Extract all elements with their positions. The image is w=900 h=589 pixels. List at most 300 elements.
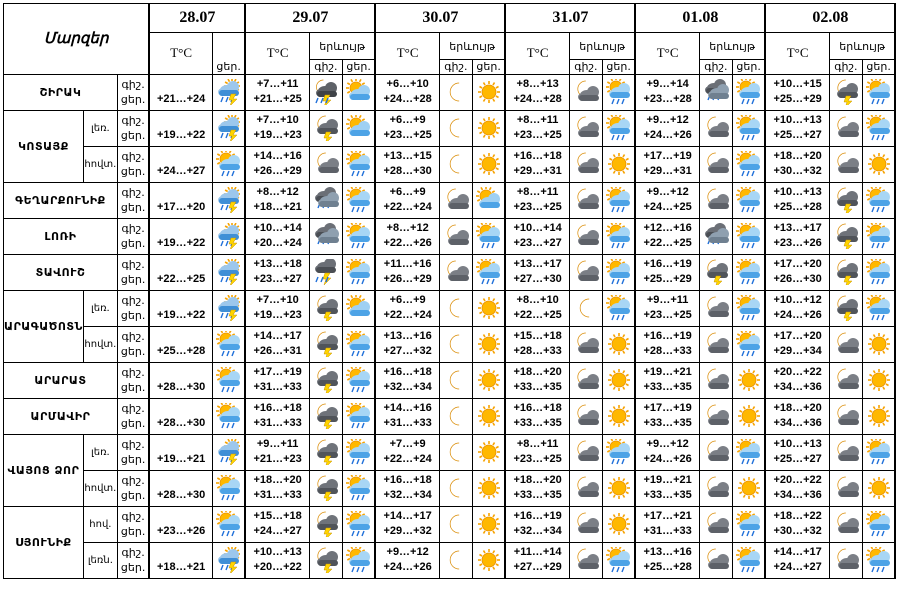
sun-icon — [602, 326, 635, 362]
day-temp: +28…+30 — [156, 416, 206, 429]
sun-rain-icon — [342, 434, 375, 470]
night-label: գիշ. — [121, 78, 145, 91]
night-temp: +18…+20 — [253, 474, 302, 486]
sun-rain-icon — [602, 218, 635, 254]
sun-cloud-icon — [342, 74, 375, 110]
day-temp: +29…+31 — [513, 165, 562, 177]
moon-icon — [439, 506, 472, 542]
day-header: 30.07 — [375, 4, 505, 33]
table-row — [4, 146, 896, 182]
table-row — [4, 506, 896, 542]
day-temp: +33…+35 — [643, 417, 692, 429]
day-temp: +21…+24 — [156, 92, 206, 105]
rain-cloud-icon — [212, 290, 245, 326]
moon-icon — [569, 290, 602, 326]
weather-column-label: երևույթ — [439, 33, 505, 60]
temperature-cell — [149, 182, 212, 218]
night-temp: +16…+18 — [383, 474, 432, 486]
day-temp: +33…+35 — [513, 381, 562, 393]
moon-cloud-icon — [699, 434, 732, 470]
moon-cloud-icon — [699, 398, 732, 434]
night-temp: +16…+18 — [383, 366, 432, 378]
zone-label: հով. — [83, 506, 117, 542]
night-temp: +16…+19 — [513, 510, 562, 522]
sun-rain-icon — [862, 542, 895, 578]
moon-thunderstorm-icon — [699, 254, 732, 290]
day-temp: +24…+26 — [383, 561, 432, 573]
weather-column-label: երևույթ — [569, 33, 635, 60]
day-label: ցեր. — [120, 273, 146, 286]
day-temp: +33…+35 — [513, 417, 562, 429]
sun-icon — [472, 542, 505, 578]
moon-cloud-icon — [829, 110, 862, 146]
moon-cloud-icon — [569, 218, 602, 254]
temperature-cell — [375, 182, 439, 218]
day-temp: +22…+24 — [383, 453, 432, 465]
moon-thunderstorm-icon — [829, 290, 862, 326]
table-row — [4, 74, 896, 110]
day-night-labels — [117, 254, 149, 290]
moon-cloud-icon — [699, 182, 732, 218]
night-temp: +13…+16 — [383, 330, 432, 342]
day-night-labels — [117, 470, 149, 506]
day-temp: +17…+20 — [156, 200, 206, 213]
night-temp: +8…+11 — [516, 438, 559, 450]
moon-icon — [439, 74, 472, 110]
night-temp: +14…+17 — [773, 546, 822, 558]
night-label: գիշ. — [121, 330, 145, 343]
moon-thunderstorm-icon — [309, 542, 342, 578]
night-label: գիշ. — [121, 294, 145, 307]
sun-rain-icon — [342, 182, 375, 218]
night-label: գիշ. — [121, 186, 145, 199]
temperature-cell — [765, 542, 829, 578]
temperature-cell — [505, 146, 569, 182]
night-temp: +10…+14 — [253, 222, 302, 234]
moon-icon — [439, 326, 472, 362]
day-temp: +22…+24 — [383, 201, 432, 213]
moon-icon — [439, 290, 472, 326]
day-label: ցեր. — [342, 60, 375, 75]
night-temp: +8…+11 — [516, 186, 559, 198]
temperature-cell — [149, 434, 212, 470]
temperature-cell — [375, 434, 439, 470]
day-temp: +22…+25 — [643, 237, 692, 249]
moon-cloud-icon — [699, 470, 732, 506]
night-temp: +6…+10 — [386, 78, 429, 90]
day-night-labels — [117, 506, 149, 542]
moon-thunderstorm-icon — [309, 506, 342, 542]
day-temp: +28…+33 — [643, 345, 692, 357]
day-temp: +25…+27 — [773, 453, 822, 465]
night-label: գիշ. — [121, 510, 145, 523]
sun-cloud-icon — [472, 182, 505, 218]
day-temp: +22…+25 — [513, 309, 562, 321]
sun-icon — [602, 146, 635, 182]
night-temp: +8…+12 — [386, 222, 429, 234]
moon-cloud-icon — [699, 506, 732, 542]
temperature-cell — [149, 218, 212, 254]
sun-rain-icon — [602, 434, 635, 470]
moon-cloud-icon — [829, 542, 862, 578]
sun-rain-icon — [732, 434, 765, 470]
moon-thunderstorm-icon — [829, 218, 862, 254]
day-temp: +31…+33 — [253, 489, 302, 501]
day-label: ցեր. — [120, 165, 146, 178]
sun-rain-icon — [732, 182, 765, 218]
night-temp: +18…+20 — [773, 150, 822, 162]
table-row — [4, 110, 896, 146]
moon-cloud-icon — [569, 254, 602, 290]
night-label: գիշ. — [121, 474, 145, 487]
table-row — [4, 398, 896, 434]
moon-cloud-icon — [699, 542, 732, 578]
day-label: ցեր. — [120, 201, 146, 214]
day-label: ցեր. — [120, 453, 146, 466]
moon-cloud-icon — [829, 434, 862, 470]
day-temp: +24…+26 — [643, 453, 692, 465]
temperature-cell — [149, 146, 212, 182]
night-temp: +14…+17 — [253, 330, 302, 342]
weather-column-label: երևույթ — [699, 33, 765, 60]
temperature-cell — [375, 290, 439, 326]
night-temp: +10…+13 — [773, 438, 822, 450]
temperature-cell — [375, 326, 439, 362]
sun-rain-icon — [212, 326, 245, 362]
sun-rain-icon — [342, 470, 375, 506]
day-temp: +33…+35 — [643, 381, 692, 393]
moon-icon — [439, 110, 472, 146]
night-label: գիշ. — [121, 150, 145, 163]
region-name: ԿՈՏԱՅՔ — [4, 110, 84, 182]
day-temp: +26…+30 — [773, 273, 822, 285]
region-name: ԼՈՌԻ — [4, 218, 118, 254]
sun-icon — [472, 74, 505, 110]
temperature-cell — [149, 254, 212, 290]
temperature-cell — [245, 398, 309, 434]
sun-rain-icon — [862, 182, 895, 218]
day-temp: +23…+25 — [513, 453, 562, 465]
moon-cloud-icon — [699, 362, 732, 398]
temp-column-label: T°C — [505, 33, 569, 75]
sun-rain-icon — [472, 218, 505, 254]
temperature-cell — [505, 506, 569, 542]
table-row — [4, 254, 896, 290]
day-temp: +25…+29 — [643, 273, 692, 285]
sun-icon — [602, 362, 635, 398]
sun-rain-icon — [212, 506, 245, 542]
moon-cloud-icon — [569, 110, 602, 146]
day-night-labels — [117, 542, 149, 578]
temperature-cell — [765, 182, 829, 218]
temperature-cell — [245, 542, 309, 578]
day-temp: +30…+32 — [773, 525, 822, 537]
day-label: ցեր. — [862, 60, 895, 75]
temperature-cell — [635, 362, 699, 398]
night-temp: +9…+12 — [646, 186, 689, 198]
sun-rain-icon — [212, 146, 245, 182]
day-label: ցեր. — [120, 381, 146, 394]
night-temp: +13…+17 — [773, 222, 822, 234]
sun-rain-icon — [862, 218, 895, 254]
day-night-labels — [117, 398, 149, 434]
temperature-cell — [505, 398, 569, 434]
sun-rain-icon — [342, 218, 375, 254]
moon-thunderstorm-icon — [309, 434, 342, 470]
night-temp: +13…+18 — [253, 258, 302, 270]
rain-cloud-icon — [212, 542, 245, 578]
temperature-cell — [245, 218, 309, 254]
day-temp: +30…+32 — [773, 165, 822, 177]
temperature-cell — [245, 506, 309, 542]
night-temp: +13…+15 — [383, 150, 432, 162]
temperature-cell — [375, 146, 439, 182]
temperature-cell — [635, 146, 699, 182]
night-temp: +8…+11 — [516, 114, 559, 126]
moon-icon — [439, 470, 472, 506]
moon-icon — [439, 146, 472, 182]
night-label: գիշ. — [121, 114, 145, 127]
zone-label: լեռ. — [83, 110, 117, 146]
region-name: ԱՐՄԱՎԻՐ — [4, 398, 118, 434]
night-temp: +8…+10 — [516, 294, 559, 306]
moon-cloud-icon — [699, 146, 732, 182]
day-temp: +23…+27 — [513, 237, 562, 249]
zone-label: հովտ. — [83, 146, 117, 182]
sun-icon — [472, 110, 505, 146]
sun-rain-icon — [602, 542, 635, 578]
sun-icon — [472, 326, 505, 362]
sun-rain-icon — [732, 110, 765, 146]
sun-icon — [732, 470, 765, 506]
temperature-cell — [375, 218, 439, 254]
sun-rain-icon — [732, 326, 765, 362]
day-temp: +21…+25 — [253, 93, 302, 105]
temperature-cell — [375, 74, 439, 110]
night-temp: +7…+10 — [256, 114, 299, 126]
temperature-cell — [245, 326, 309, 362]
sun-rain-icon — [342, 506, 375, 542]
day-night-labels — [117, 146, 149, 182]
sun-rain-icon — [342, 542, 375, 578]
day-label: ցեր. — [472, 60, 505, 75]
moon-thunderstorm-icon — [829, 74, 862, 110]
day-temp: +24…+28 — [513, 93, 562, 105]
day-label: ցեր. — [732, 60, 765, 75]
moon-cloud-icon — [439, 254, 472, 290]
moon-cloud-icon — [439, 218, 472, 254]
night-label: գիշ. — [699, 60, 732, 75]
day-temp: +31…+33 — [383, 417, 432, 429]
forecast-table — [3, 3, 896, 579]
weather-column-label — [212, 33, 245, 60]
table-row — [4, 470, 896, 506]
sun-rain-icon — [862, 290, 895, 326]
night-temp: +18…+20 — [513, 366, 562, 378]
night-temp: +7…+9 — [389, 438, 426, 450]
temperature-cell — [505, 218, 569, 254]
day-temp: +24…+27 — [253, 525, 302, 537]
day-temp: +21…+23 — [253, 453, 302, 465]
temperature-cell — [765, 326, 829, 362]
temperature-cell — [765, 470, 829, 506]
table-row — [4, 218, 896, 254]
temperature-cell — [505, 110, 569, 146]
day-night-labels — [117, 326, 149, 362]
temperature-cell — [635, 218, 699, 254]
day-night-labels — [117, 74, 149, 110]
region-name: ՇԻՐԱԿ — [4, 74, 118, 110]
temperature-cell — [375, 470, 439, 506]
temperature-cell — [765, 218, 829, 254]
cloud-rain-icon — [699, 218, 732, 254]
night-temp: +8…+12 — [256, 186, 299, 198]
temperature-cell — [635, 290, 699, 326]
temperature-cell — [635, 254, 699, 290]
night-temp: +8…+13 — [516, 78, 559, 90]
temp-column-label: T°C — [245, 33, 309, 75]
sun-rain-icon — [862, 506, 895, 542]
moon-thunderstorm-icon — [829, 254, 862, 290]
moon-cloud-icon — [829, 398, 862, 434]
temperature-cell — [635, 326, 699, 362]
moon-cloud-icon — [569, 542, 602, 578]
sun-icon — [862, 146, 895, 182]
sun-rain-icon — [602, 74, 635, 110]
moon-icon — [439, 434, 472, 470]
temperature-cell — [375, 254, 439, 290]
day-night-labels — [117, 290, 149, 326]
day-temp: +20…+22 — [253, 561, 302, 573]
day-temp: +25…+28 — [156, 344, 206, 357]
sun-icon — [602, 506, 635, 542]
day-temp: +31…+33 — [253, 417, 302, 429]
sun-cloud-icon — [342, 110, 375, 146]
moon-thunderstorm-icon — [309, 110, 342, 146]
night-label: գիշ. — [121, 546, 145, 559]
temperature-cell — [635, 182, 699, 218]
temperature-cell — [765, 254, 829, 290]
temp-column-label: T°C — [765, 33, 829, 75]
day-temp: +28…+30 — [156, 488, 206, 501]
moon-thunderstorm-icon — [829, 182, 862, 218]
temperature-cell — [765, 110, 829, 146]
sun-icon — [602, 398, 635, 434]
sun-rain-icon — [342, 398, 375, 434]
day-temp: +24…+27 — [156, 164, 206, 177]
night-temp: +18…+20 — [513, 474, 562, 486]
sun-rain-icon — [342, 146, 375, 182]
night-temp: +14…+16 — [253, 150, 302, 162]
sun-rain-icon — [732, 542, 765, 578]
night-temp: +10…+12 — [773, 294, 822, 306]
night-temp: +17…+19 — [253, 366, 302, 378]
day-temp: +23…+26 — [773, 237, 822, 249]
sun-icon — [732, 398, 765, 434]
cloud-rain-icon — [309, 182, 342, 218]
night-temp: +16…+18 — [513, 402, 562, 414]
temperature-cell — [505, 434, 569, 470]
night-temp: +15…+18 — [513, 330, 562, 342]
table-row — [4, 434, 896, 470]
day-temp: +27…+30 — [513, 273, 562, 285]
temperature-cell — [505, 290, 569, 326]
weather-column-label: երևույթ — [309, 33, 375, 60]
moon-cloud-icon — [699, 326, 732, 362]
night-temp: +10…+15 — [773, 78, 822, 90]
night-temp: +6…+9 — [389, 294, 426, 306]
night-temp: +9…+12 — [646, 114, 689, 126]
sun-icon — [472, 362, 505, 398]
day-temp: +19…+22 — [156, 308, 206, 321]
sun-rain-icon — [732, 146, 765, 182]
rain-cloud-icon — [212, 434, 245, 470]
moon-cloud-icon — [829, 146, 862, 182]
sun-icon — [472, 434, 505, 470]
day-temp: +28…+33 — [513, 345, 562, 357]
day-label: ցեր. — [120, 525, 146, 538]
temperature-cell — [375, 110, 439, 146]
day-temp: +23…+27 — [253, 273, 302, 285]
night-temp: +9…+11 — [256, 438, 299, 450]
rain-cloud-icon — [212, 254, 245, 290]
day-temp: +23…+25 — [513, 129, 562, 141]
temperature-cell — [765, 434, 829, 470]
temperature-cell — [765, 398, 829, 434]
moon-cloud-icon — [439, 182, 472, 218]
temperature-cell — [245, 146, 309, 182]
cloud-rain-icon — [699, 74, 732, 110]
night-temp: +10…+13 — [253, 546, 302, 558]
sun-rain-icon — [862, 74, 895, 110]
night-label: գիշ. — [309, 60, 342, 75]
sun-cloud-icon — [342, 290, 375, 326]
sun-rain-icon — [602, 110, 635, 146]
temperature-cell — [505, 182, 569, 218]
night-temp: +15…+18 — [253, 510, 302, 522]
moon-cloud-icon — [569, 398, 602, 434]
temperature-cell — [245, 434, 309, 470]
cloud-thunderstorm-icon — [309, 254, 342, 290]
day-header: 28.07 — [149, 4, 245, 33]
sun-icon — [732, 362, 765, 398]
temperature-cell — [635, 398, 699, 434]
moon-cloud-icon — [569, 74, 602, 110]
sun-rain-icon — [602, 254, 635, 290]
day-temp: +29…+32 — [383, 525, 432, 537]
day-temp: +24…+26 — [643, 129, 692, 141]
regions-header: Մարզեր — [4, 4, 150, 75]
rain-cloud-icon — [212, 218, 245, 254]
night-temp: +19…+21 — [643, 366, 692, 378]
night-label: գիշ. — [121, 438, 145, 451]
temperature-cell — [245, 254, 309, 290]
temperature-cell — [635, 470, 699, 506]
temperature-cell — [765, 506, 829, 542]
day-label: ցեր. — [120, 489, 146, 502]
table-row — [4, 326, 896, 362]
temperature-cell — [245, 110, 309, 146]
region-name: ՎԱՅՈՑ ՁՈՐ — [4, 434, 84, 506]
night-temp: +18…+20 — [773, 402, 822, 414]
temperature-cell — [505, 470, 569, 506]
night-temp: +11…+14 — [513, 546, 562, 558]
temperature-cell — [635, 74, 699, 110]
moon-cloud-icon — [699, 290, 732, 326]
day-temp: +25…+29 — [773, 93, 822, 105]
sun-icon — [862, 470, 895, 506]
moon-cloud-icon — [569, 506, 602, 542]
